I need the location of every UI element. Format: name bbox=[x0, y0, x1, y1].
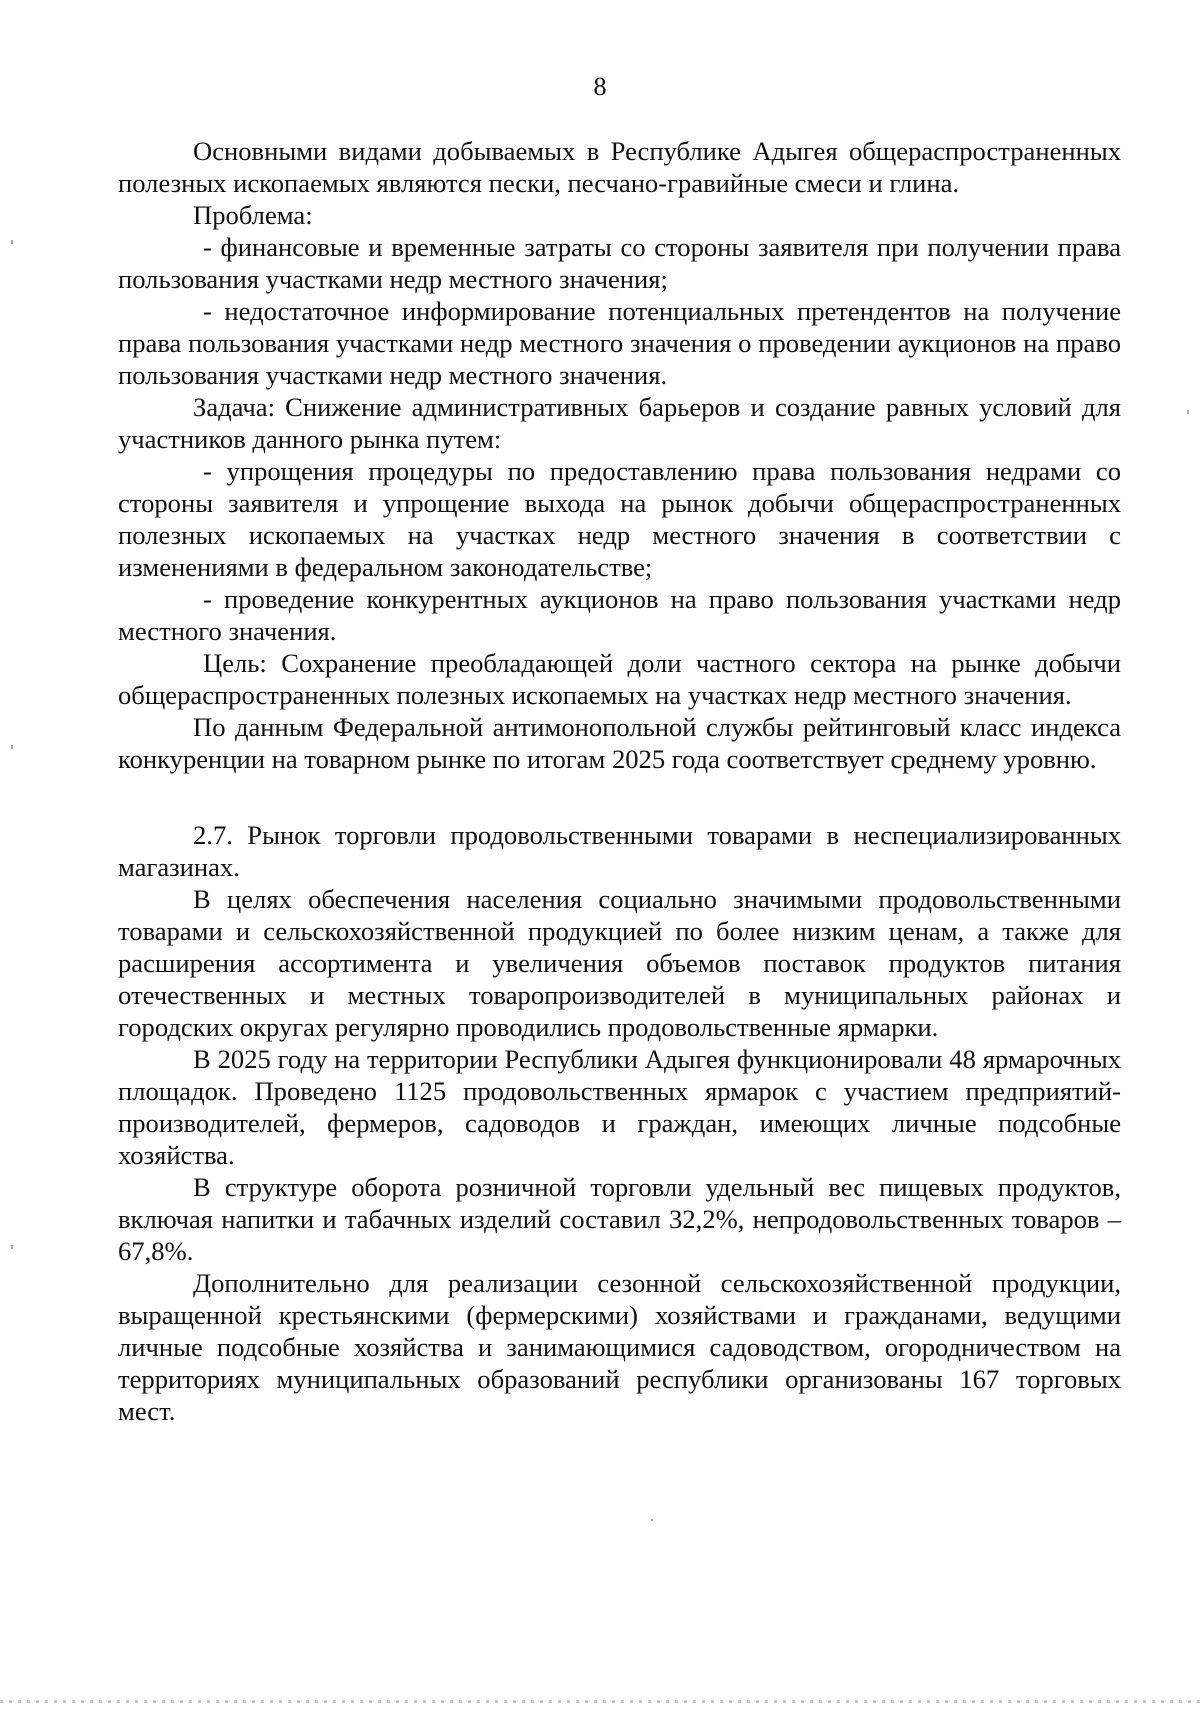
paragraph-fairs-count: В 2025 году на территории Республики Адыгея функционировали 48 ярмарочных площадок. Проведено 1125 продовольственных ярмарок с участием предприятий-производителей, фермеров, садоводов и граждан, имеющих личные подсобные хозяйства. bbox=[118, 1044, 1121, 1170]
page-number: 8 bbox=[593, 72, 607, 101]
paragraph-fairs-purpose: В целях обеспечения населения социально значимыми продовольственными товарами и сельскохозяйственной продукцией по более низким ценам, а также для расширения ассортимента и увеличения объемов поставок продуктов питания отечественных и местных товаропроизводителей в муниципальных районах и городских округах регулярно проводились продовольственные ярмарки. bbox=[118, 884, 1121, 1042]
document-body bbox=[118, 135, 1121, 1427]
paragraph-task-item-2: - проведение конкурентных аукционов на право пользования участками недр местного значения. bbox=[118, 584, 1121, 646]
section-2-7-heading: 2.7. Рынок торговли продовольственными товарами в неспециализированных магазинах. bbox=[118, 820, 1121, 882]
paragraph-problem-item-1: - финансовые и временные затраты со стороны заявителя при получении права пользования участками недр местного значения; bbox=[118, 232, 1121, 294]
paragraph-task-item-1: - упрощения процедуры по предоставлению права пользования недрами со стороны заявителя и упрощение выхода на рынок добычи общераспространенных полезных ископаемых на участках недр местного значения в соответствии с изменениями в федеральном законодательстве; bbox=[118, 456, 1121, 582]
scan-speck bbox=[11, 745, 13, 749]
paragraph-goal: Цель: Сохранение преобладающей доли частного сектора на рынке добычи общераспространенных полезных ископаемых на участках недр местного значения. bbox=[118, 648, 1121, 710]
scan-speck bbox=[11, 1245, 13, 1249]
section-gap bbox=[118, 775, 1121, 819]
paragraph-problem-item-2: - недостаточное информирование потенциальных претендентов на получение права пользования участками недр местного значения о проведении аукционов на право пользования участками недр местного значения. bbox=[118, 296, 1121, 390]
paragraph-minerals: Основными видами добываемых в Республике Адыгея общераспространенных полезных ископаемых являются пески, песчано-гравийные смеси и глина. bbox=[118, 136, 1121, 198]
scan-edge bbox=[0, 1700, 1200, 1703]
paragraph-problem-heading: Проблема: bbox=[193, 200, 313, 230]
paragraph-fas-rating: По данным Федеральной антимонопольной службы рейтинговый класс индекса конкуренции на товарном рынке по итогам 2025 года соответствует среднему уровню. bbox=[118, 712, 1121, 774]
scan-speck bbox=[1187, 410, 1189, 414]
scan-speck bbox=[651, 1519, 653, 1521]
paragraph-task: Задача: Снижение административных барьеров и создание равных условий для участников данного рынка путем: bbox=[118, 392, 1121, 454]
scan-speck bbox=[11, 240, 13, 244]
paragraph-seasonal-places: Дополнительно для реализации сезонной сельскохозяйственной продукции, выращенной крестьянскими (фермерскими) хозяйствами и гражданами, ведущими личные подсобные хозяйства и занимающимися садоводством, огородничеством на территориях муниципальных образований республики организованы 167 торговых мест. bbox=[118, 1268, 1121, 1426]
paragraph-retail-structure: В структуре оборота розничной торговли удельный вес пищевых продуктов, включая напитки и табачных изделий составил 32,2%, непродовольственных товаров – 67,8%. bbox=[118, 1172, 1121, 1266]
